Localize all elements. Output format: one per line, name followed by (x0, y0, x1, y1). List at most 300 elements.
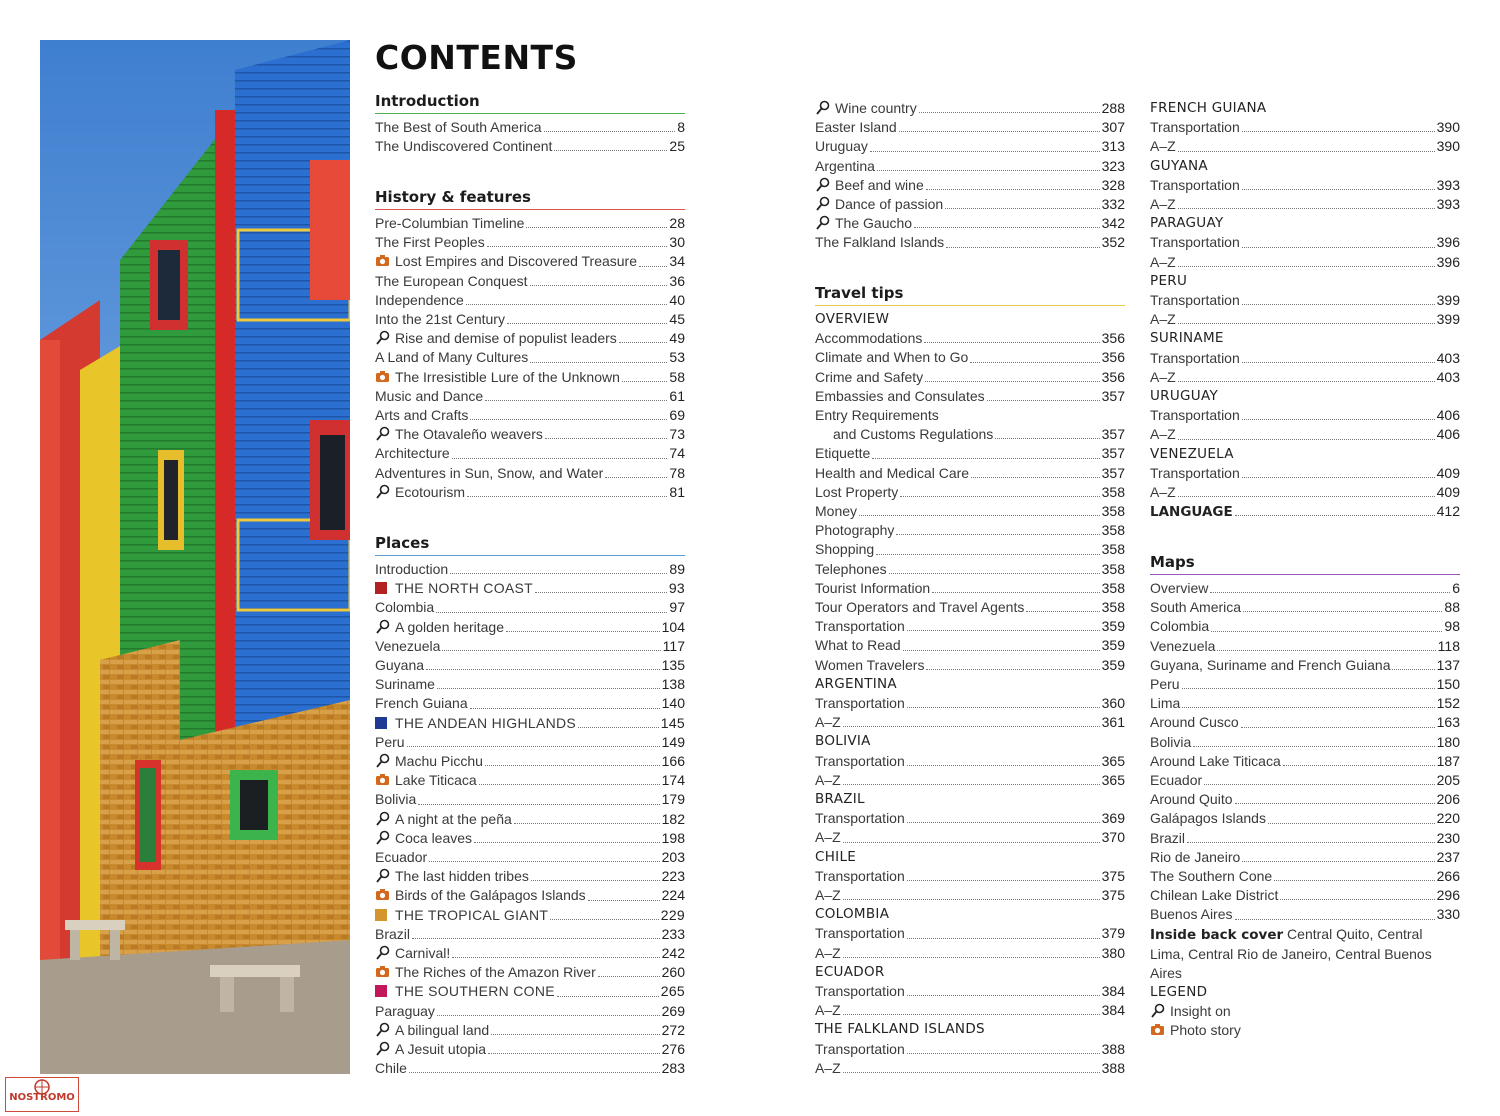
toc-entry[interactable] (375, 1059, 685, 1078)
toc-entry[interactable] (1150, 790, 1460, 809)
entry-title: Lake Titicaca (395, 772, 477, 789)
toc-entry[interactable] (375, 733, 685, 752)
toc-entry[interactable] (1150, 502, 1460, 521)
toc-entry[interactable] (815, 540, 1125, 559)
toc-entry[interactable] (375, 982, 685, 1001)
dot-leader (452, 457, 668, 459)
page-number: 81 (669, 483, 685, 500)
toc-entry[interactable] (1150, 291, 1460, 310)
entry-title: A–Z (1150, 253, 1176, 270)
toc-entry[interactable] (375, 291, 685, 310)
section-heading: Maps (1150, 553, 1460, 575)
dot-leader (470, 707, 660, 709)
toc-entry[interactable] (1150, 118, 1460, 137)
dot-leader (919, 111, 1100, 113)
page-number: 78 (669, 464, 685, 481)
entry-title: Beef and wine (835, 176, 924, 193)
toc-entry[interactable] (375, 714, 685, 733)
toc-entry[interactable] (375, 272, 685, 291)
page-number: 358 (1101, 541, 1125, 558)
dot-leader (946, 246, 1099, 248)
dot-leader (1182, 687, 1435, 689)
toc-entry[interactable] (1150, 253, 1460, 272)
toc-entry[interactable] (1150, 675, 1460, 694)
toc-entry[interactable] (375, 560, 685, 579)
page-number: 359 (1101, 656, 1125, 673)
toc-entry[interactable] (815, 99, 1125, 118)
page-number: 358 (1101, 560, 1125, 577)
toc-entry[interactable] (1150, 809, 1460, 828)
page-number: 49 (669, 330, 685, 347)
entry-title: Transportation (1150, 464, 1240, 481)
toc-entry[interactable] (1150, 349, 1460, 368)
page-number: 357 (1101, 387, 1125, 404)
page-number: 137 (1436, 656, 1460, 673)
dot-leader (971, 476, 1100, 478)
toc-entry[interactable] (815, 579, 1125, 598)
toc-entry[interactable] (375, 118, 685, 137)
magnifier-icon (815, 100, 831, 115)
page-number: 149 (661, 733, 685, 750)
magnifier-icon (375, 1041, 391, 1056)
subsection-label (1150, 157, 1460, 176)
dot-leader (1242, 188, 1435, 190)
toc-entry[interactable] (375, 886, 685, 905)
toc-entry[interactable] (1150, 694, 1460, 713)
dot-leader (507, 322, 667, 324)
toc-entry[interactable] (375, 348, 685, 367)
dot-leader (900, 495, 1099, 497)
magnifier-icon (375, 811, 391, 826)
toc-entry[interactable] (1150, 176, 1460, 195)
toc-entry[interactable] (815, 771, 1125, 790)
entry-title: Argentina (815, 157, 875, 174)
toc-entry[interactable] (815, 502, 1125, 521)
subsection-label (815, 848, 1125, 867)
entry-title: Around Lake Titicaca (1150, 752, 1281, 769)
toc-entry[interactable] (815, 1040, 1125, 1059)
toc-entry[interactable] (1150, 733, 1460, 752)
dot-leader (639, 265, 667, 267)
toc-entry[interactable] (375, 598, 685, 617)
entry-title: A golden heritage (395, 618, 504, 635)
page-number: 357 (1101, 464, 1125, 481)
subsection-label (1150, 214, 1460, 233)
section-color-swatch (375, 582, 387, 594)
dot-leader (907, 879, 1100, 881)
camera-icon (375, 253, 391, 268)
entry-title: Shopping (815, 541, 875, 558)
entry-title: A–Z (1150, 426, 1176, 443)
inside-back-cover-text: Central Quito, Central Lima, Central Rio de Janeiro, Central Buenos Aires (1150, 925, 1432, 981)
toc-entry[interactable] (1150, 579, 1460, 598)
toc-entry[interactable] (815, 195, 1125, 214)
dot-leader (554, 149, 667, 151)
toc-entry[interactable] (815, 329, 1125, 348)
entry-title: Transportation (815, 695, 905, 711)
toc-entry[interactable] (375, 233, 685, 252)
entry-title: Brazil (375, 925, 411, 942)
page-number: 220 (1436, 810, 1460, 827)
toc-entry[interactable] (375, 368, 685, 387)
page-number: 145 (660, 714, 685, 731)
dot-leader (889, 572, 1100, 574)
page-number: 45 (669, 311, 685, 327)
section-heading: Travel tips (815, 284, 1125, 306)
legend-item (1150, 1002, 1460, 1021)
entry-title: A–Z (815, 714, 841, 731)
toc-entry[interactable] (815, 944, 1125, 963)
toc-entry[interactable] (815, 598, 1125, 617)
subsection-label (815, 963, 1125, 982)
toc-entry[interactable] (1150, 867, 1460, 886)
dot-leader (506, 630, 660, 632)
page-number: 342 (1101, 215, 1125, 232)
toc-entry[interactable] (1150, 233, 1460, 252)
page-number: 358 (1101, 503, 1125, 519)
toc-entry[interactable] (1150, 713, 1460, 732)
subsection-text: COLOMBIA (815, 906, 890, 923)
camera-icon (375, 369, 391, 384)
toc-entry[interactable] (815, 368, 1125, 387)
toc-entry[interactable] (375, 694, 685, 713)
toc-entry[interactable] (375, 771, 685, 790)
toc-entry[interactable] (375, 637, 685, 656)
toc-entry[interactable] (375, 829, 685, 848)
dot-leader (1235, 802, 1435, 804)
dot-leader (907, 994, 1100, 996)
inside-back-cover-label: Inside back cover (1150, 926, 1284, 943)
toc-entry[interactable] (375, 444, 685, 463)
page-number: 313 (1101, 138, 1125, 155)
toc-entry[interactable] (375, 483, 685, 502)
toc-entry[interactable] (1150, 752, 1460, 771)
toc-entry[interactable] (815, 617, 1125, 636)
toc-entry[interactable] (375, 579, 685, 598)
page-number: 58 (669, 368, 685, 385)
page-number: 233 (661, 925, 685, 942)
dot-leader (1204, 783, 1434, 785)
toc-entry[interactable] (375, 656, 685, 675)
dot-leader (1274, 879, 1434, 881)
toc-entry[interactable] (1150, 195, 1460, 214)
subsection-text: FRENCH GUIANA (1150, 100, 1267, 116)
entry-title: Suriname (375, 676, 435, 693)
subsection-text: CHILE (815, 848, 857, 865)
entry-title: Venezuela (1150, 637, 1216, 654)
section-heading: Introduction (375, 92, 685, 114)
toc-entry[interactable] (815, 886, 1125, 905)
entry-title: Photography (815, 522, 895, 539)
toc-entry[interactable] (815, 176, 1125, 195)
toc-entry[interactable] (1150, 829, 1460, 848)
toc-entry[interactable] (1150, 905, 1460, 924)
toc-entry[interactable] (375, 329, 685, 348)
page-number: 88 (1444, 599, 1460, 616)
page-number: 53 (669, 349, 685, 366)
page-number: 409 (1436, 484, 1460, 500)
entry-title: A night at the peña (395, 810, 512, 827)
dot-leader (907, 821, 1100, 823)
page-number: 359 (1101, 637, 1125, 654)
entry-title: Transportation (1150, 176, 1240, 193)
camera-icon (1150, 1022, 1166, 1037)
dot-leader (995, 437, 1099, 439)
toc-entry[interactable] (815, 560, 1125, 579)
toc-entry[interactable] (1150, 406, 1460, 425)
toc-entry[interactable] (375, 310, 685, 329)
entry-title: Easter Island (815, 119, 897, 136)
toc-entry[interactable] (375, 790, 685, 809)
toc-entry[interactable] (375, 214, 685, 233)
toc-entry[interactable] (815, 464, 1125, 483)
toc-entry[interactable] (1150, 137, 1460, 156)
entry-title: THE NORTH COAST (395, 580, 534, 597)
entry-title: A Land of Many Cultures (375, 349, 529, 366)
entry-title: Architecture (375, 445, 450, 462)
page-number: 358 (1101, 483, 1125, 500)
dot-leader (843, 841, 1100, 843)
entry-title: Transportation (1150, 349, 1240, 366)
dot-leader (466, 303, 668, 305)
dot-leader (530, 284, 668, 286)
toc-entry[interactable] (375, 406, 685, 425)
inside-back-cover-note (1150, 925, 1460, 981)
entry-title: Transportation (815, 618, 905, 635)
toc-entry[interactable] (375, 464, 685, 483)
entry-title: Entry Requirements (815, 407, 939, 423)
toc-entry[interactable] (815, 118, 1125, 137)
toc-entry[interactable] (1150, 848, 1460, 867)
magnifier-icon (375, 484, 391, 499)
toc-entry[interactable] (815, 713, 1125, 732)
toc-entry[interactable] (375, 810, 685, 829)
dot-leader (1280, 898, 1434, 900)
toc-entry[interactable] (815, 924, 1125, 943)
entry-title: The Gaucho (835, 215, 913, 232)
toc-entry[interactable] (815, 483, 1125, 502)
entry-title: Lima (1150, 695, 1181, 712)
toc-entry[interactable] (815, 406, 1125, 425)
magnifier-icon (375, 426, 391, 441)
page-number: 163 (1436, 714, 1460, 731)
toc-entry[interactable] (1150, 310, 1460, 329)
entry-title: Colombia (375, 599, 435, 616)
toc-entry[interactable] (375, 925, 685, 944)
page-number: 296 (1436, 887, 1460, 904)
magnifier-icon (375, 330, 391, 345)
entry-title: Transportation (815, 1040, 905, 1057)
page-number: 396 (1436, 234, 1460, 251)
entry-title: Ecuador (375, 849, 428, 865)
entry-title: Bolivia (1150, 733, 1192, 750)
dot-leader (487, 245, 668, 247)
toc-entry[interactable] (375, 1002, 685, 1021)
entry-title: Around Cusco (1150, 714, 1239, 731)
page-number: 187 (1436, 752, 1460, 769)
dot-leader (491, 1033, 659, 1035)
dot-leader (1187, 841, 1435, 843)
dot-leader (1178, 207, 1435, 209)
page-number: 28 (669, 215, 685, 231)
cover-photo (40, 40, 350, 1074)
subsection-label (1150, 99, 1460, 118)
toc-entry[interactable] (375, 618, 685, 637)
entry-title: THE SOUTHERN CONE (395, 983, 555, 1000)
toc-entry[interactable] (815, 828, 1125, 847)
page-number: 93 (668, 580, 685, 597)
page-number: 406 (1436, 407, 1460, 424)
toc-entry[interactable] (375, 675, 685, 694)
toc-entry[interactable] (815, 425, 1125, 444)
page-number: 182 (661, 810, 685, 827)
entry-title: LANGUAGE (1150, 504, 1233, 521)
toc-entry[interactable] (815, 1059, 1125, 1078)
dot-leader (426, 668, 660, 670)
toc-entry[interactable] (375, 1040, 685, 1059)
toc-entry[interactable] (815, 752, 1125, 771)
toc-entry[interactable] (375, 252, 685, 271)
page-number: 396 (1436, 253, 1460, 270)
dot-leader (531, 879, 660, 881)
entry-title: Embassies and Consulates (815, 387, 985, 404)
dot-leader (1392, 668, 1434, 670)
toc-entry[interactable] (1150, 598, 1460, 617)
dot-leader (1235, 514, 1435, 516)
page-number: 307 (1101, 119, 1125, 136)
entry-title: Bolivia (375, 791, 417, 808)
entry-title: Women Travelers (815, 656, 925, 673)
toc-entry[interactable] (1150, 368, 1460, 387)
toc-entry[interactable] (815, 867, 1125, 886)
toc-entry[interactable] (375, 1021, 685, 1040)
entry-title: Climate and When to Go (815, 349, 969, 366)
dot-leader (870, 150, 1100, 152)
page-number: 388 (1101, 1040, 1125, 1057)
toc-entry[interactable] (815, 137, 1125, 156)
toc-entry[interactable] (815, 636, 1125, 655)
toc-entry[interactable] (375, 944, 685, 963)
toc-entry[interactable] (815, 214, 1125, 233)
page-number: 266 (1436, 868, 1460, 884)
page-number: 36 (669, 272, 685, 289)
toc-entry[interactable] (1150, 637, 1460, 656)
toc-entry[interactable] (815, 694, 1125, 713)
entry-title: The European Conquest (375, 272, 528, 289)
entry-title: The Riches of the Amazon River (395, 964, 596, 981)
subsection-text: BOLIVIA (815, 733, 871, 750)
dot-leader (436, 611, 667, 613)
entry-title: Health and Medical Care (815, 464, 970, 481)
toc-entry[interactable] (1150, 617, 1460, 636)
entry-title: A–Z (1150, 196, 1176, 212)
subsection-label (815, 675, 1125, 694)
page-number: 403 (1436, 368, 1460, 385)
entry-title: A–Z (815, 829, 841, 846)
toc-entry[interactable] (375, 963, 685, 982)
entry-title: Peru (375, 733, 405, 750)
entry-title: A–Z (815, 771, 841, 788)
toc-entry[interactable] (1150, 464, 1460, 483)
toc-entry[interactable] (815, 348, 1125, 367)
page-number: 328 (1101, 176, 1125, 193)
toc-entry[interactable] (815, 521, 1125, 540)
entry-title: Transportation (1150, 292, 1240, 308)
subsection-text: BRAZIL (815, 791, 865, 807)
dot-leader (914, 226, 1100, 228)
toc-entry[interactable] (375, 848, 685, 867)
toc-entry[interactable] (1150, 656, 1460, 675)
toc-entry[interactable] (1150, 483, 1460, 502)
toc-entry[interactable] (1150, 886, 1460, 905)
dot-leader (1243, 610, 1442, 612)
page-number: 361 (1101, 714, 1125, 731)
camera-icon (375, 887, 391, 902)
toc-entry[interactable] (375, 425, 685, 444)
toc-entry[interactable] (815, 387, 1125, 406)
dot-leader (899, 130, 1100, 132)
page-number: 356 (1101, 349, 1125, 366)
entry-title: French Guiana (375, 695, 468, 712)
entry-title: Transportation (815, 867, 905, 884)
dot-leader (535, 591, 667, 593)
toc-entry[interactable] (375, 752, 685, 771)
toc-entry[interactable] (815, 233, 1125, 252)
subsection-text: THE FALKLAND ISLANDS (815, 1021, 985, 1038)
toc-entry[interactable] (815, 809, 1125, 828)
subsection-text: SURINAME (1150, 330, 1224, 347)
page-number: 390 (1436, 119, 1460, 136)
toc-entry[interactable] (815, 157, 1125, 176)
page-number: 198 (661, 829, 685, 846)
dot-leader (544, 130, 676, 132)
page-number: 399 (1436, 311, 1460, 328)
entry-title: A–Z (815, 944, 841, 961)
toc-entry[interactable] (815, 1001, 1125, 1020)
dot-leader (843, 783, 1100, 785)
page-number: 166 (661, 753, 685, 769)
page-number: 393 (1436, 196, 1460, 212)
toc-entry[interactable] (1150, 771, 1460, 790)
entry-title: Adventures in Sun, Snow, and Water (375, 464, 604, 481)
dot-leader (970, 361, 1099, 363)
entry-title: A–Z (1150, 484, 1176, 500)
legend-label: Insight on (1170, 1003, 1231, 1020)
section-heading: Places (375, 534, 685, 556)
dot-leader (907, 706, 1100, 708)
entry-title: A bilingual land (395, 1021, 490, 1038)
dot-leader (925, 380, 1099, 382)
dot-leader (907, 937, 1100, 939)
dot-leader (1235, 918, 1435, 920)
page-number: 34 (669, 253, 685, 270)
toc-entry[interactable] (375, 137, 685, 156)
dot-leader (429, 860, 659, 862)
page-number: 74 (669, 445, 685, 462)
toc-entry[interactable] (815, 444, 1125, 463)
toc-entry[interactable] (375, 867, 685, 886)
toc-entry[interactable] (375, 387, 685, 406)
toc-entry[interactable] (815, 656, 1125, 675)
dot-leader (1268, 822, 1435, 824)
toc-entry[interactable] (1150, 425, 1460, 444)
camera-icon (375, 964, 391, 979)
dot-leader (550, 918, 659, 920)
entry-title: Tourist Information (815, 579, 931, 596)
toc-entry[interactable] (815, 982, 1125, 1001)
dot-leader (1217, 649, 1435, 651)
toc-entry[interactable] (375, 906, 685, 925)
